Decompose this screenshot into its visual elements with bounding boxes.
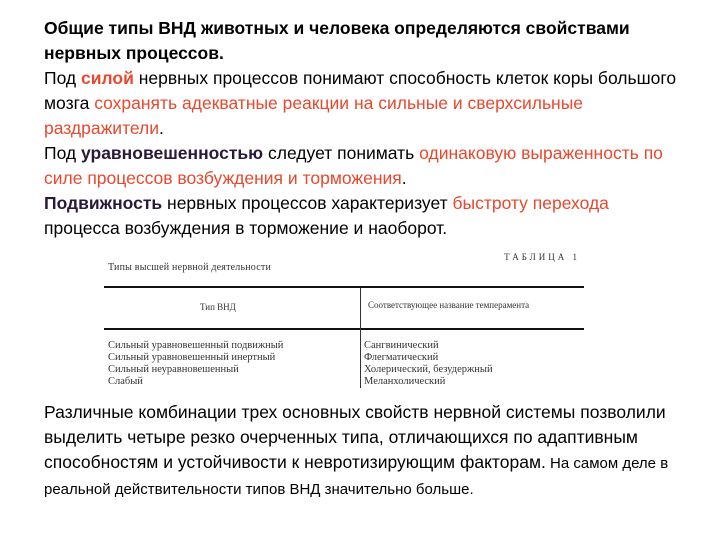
balance-end: . — [401, 168, 407, 188]
table-cell-temperament: Сангвинический — [364, 340, 439, 351]
table-cell-type: Сильный уравновешенный инертный — [108, 352, 276, 363]
table-top-rule — [104, 286, 584, 288]
conclusion-paragraph — [44, 400, 684, 502]
table-column-divider — [360, 288, 361, 388]
strength-pre: Под — [44, 68, 81, 88]
strength-definition: сохранять адекватные реакции на сильные и сверхсильные раздражители — [44, 93, 584, 138]
conclusion-tail: На самом деле в реальной действительности типов ВНД значительно больше. — [44, 455, 669, 498]
mobility-end: процесса возбуждения в торможение и наоборот. — [44, 218, 448, 238]
strength-end: . — [159, 118, 164, 138]
strength-term: силой — [81, 68, 134, 88]
table-caption: Типы высшей нервной деятельности — [108, 262, 272, 273]
mobility-mid: нервных процессов характеризует — [162, 193, 453, 213]
table-header-rule — [104, 328, 584, 330]
table-label: ТАБЛИЦА 1 — [504, 252, 580, 262]
table-cell-type: Сильный уравновешенный подвижный — [108, 340, 284, 351]
table-cell-temperament: Холерический, безудержный — [364, 364, 493, 375]
intro-heading: Общие типы ВНД животных и человека определяются свойствами нервных процессов. — [44, 18, 630, 63]
table-header-type: Тип ВНД — [200, 302, 236, 312]
balance-term: уравновешенностью — [81, 143, 264, 163]
table-cell-type: Сильный неуравновешенный — [108, 364, 239, 375]
mobility-term: Подвижность — [44, 193, 163, 213]
balance-pre: Под — [44, 143, 81, 163]
table-temperament-column — [364, 340, 493, 388]
strength-mid: нервных процессов понимают способность клеток коры большого мозга — [44, 68, 677, 113]
table-cell-temperament: Флегматический — [364, 352, 439, 363]
balance-mid: следует понимать — [263, 143, 420, 163]
balance-definition: одинаковую выраженность по силе процессов возбуждения и торможения — [44, 143, 663, 188]
vnd-types-table — [104, 252, 584, 392]
table-header-temperament: Соответствующее название темперамента — [368, 300, 530, 310]
conclusion-main: Различные комбинации трех основных свойств нервной системы позволили выделить четыре резко очерченных типа, отличающихся по адаптивным способностям и устойчивости к невротизирующим факторам. — [44, 402, 666, 472]
intro-paragraph — [44, 16, 684, 241]
table-cell-type: Слабый — [108, 376, 143, 387]
table-cell-temperament: Меланхолический — [364, 376, 446, 387]
mobility-definition: быстроту перехода — [452, 193, 609, 213]
table-type-column — [108, 340, 283, 388]
